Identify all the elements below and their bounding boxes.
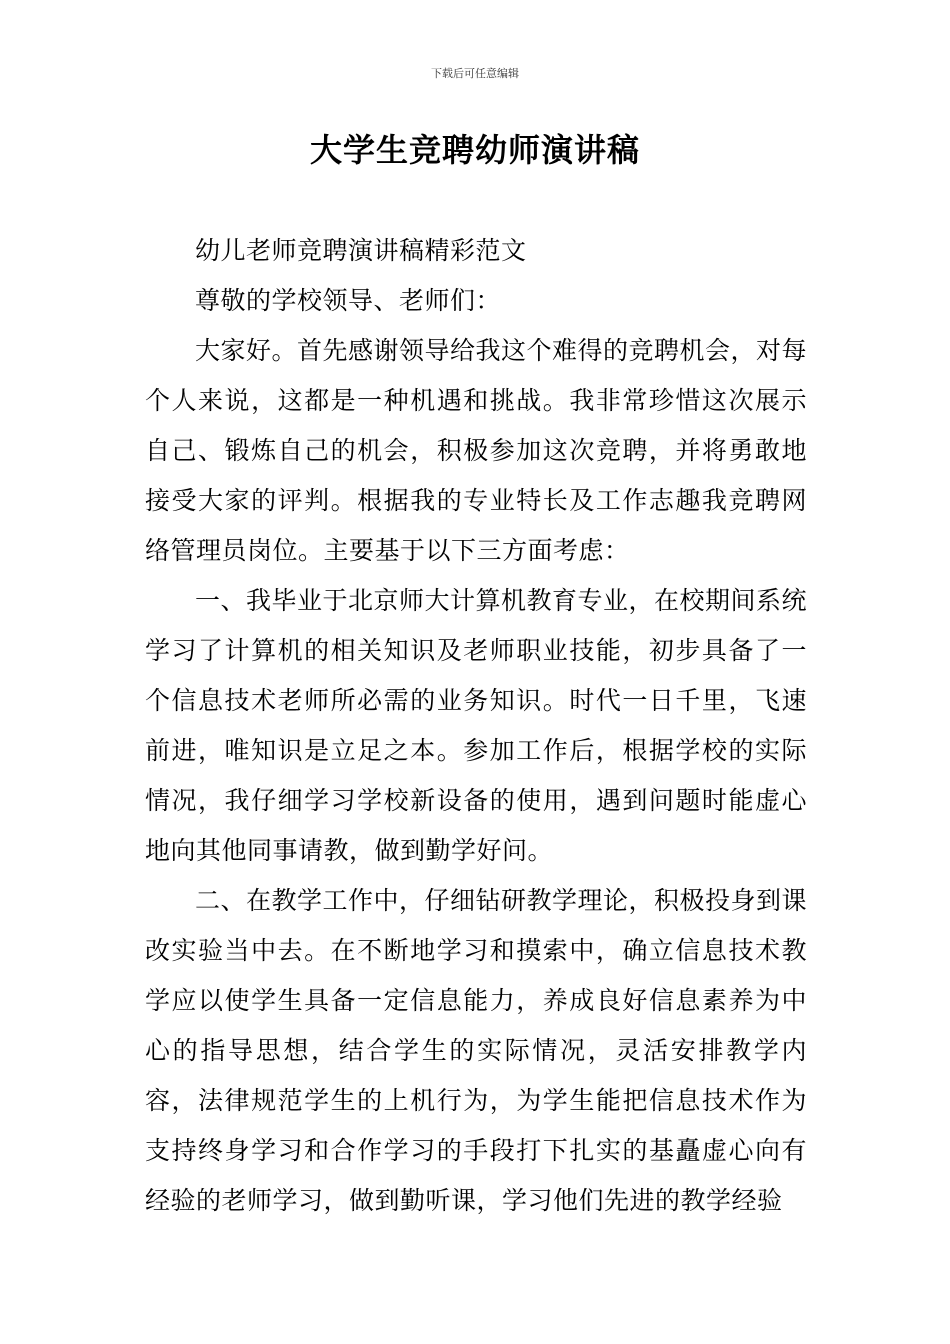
paragraph-subtitle: 幼儿老师竞聘演讲稿精彩范文 xyxy=(195,236,527,265)
document-body xyxy=(145,226,807,1226)
paragraph-point-two: 二、在教学工作中，仔细钻研教学理论，积极投身到课改实验当中去。在不断地学习和摸索中，确立信息技术教学应以使学生具备一定信息能力，养成良好信息素养为中心的指导思想，结合学生的实际情况，灵活安排教学内容，法律规范学生的上机行为，为学生能把信息技术作为支持终身学习和合作学习的手段打下扎实的基矗虚心向有经验的老师学习，做到勤听课，学习他们先进的教学经验 xyxy=(145,886,808,1215)
paragraph-point-one: 一、我毕业于北京师大计算机教育专业，在校期间系统学习了计算机的相关知识及老师职业技能，初步具备了一个信息技术老师所必需的业务知识。时代一日千里，飞速前进，唯知识是立足之本。参加工作后，根据学校的实际情况，我仔细学习学校新设备的使用，遇到问题时能虚心地向其他同事请教，做到勤学好问。 xyxy=(145,586,808,865)
paragraph-salutation: 尊敬的学校领导、老师们： xyxy=(195,286,502,315)
page-header-note: 下载后可任意编辑 xyxy=(431,67,519,80)
paragraph-greeting: 大家好。首先感谢领导给我这个难得的竞聘机会，对每个人来说，这都是一种机遇和挑战。我非常珍惜这次展示自己、锻炼自己的机会，积极参加这次竞聘，并将勇敢地接受大家的评判。根据我的专业特长及工作志趣我竞聘网络管理员岗位。主要基于以下三方面考虑： xyxy=(145,336,808,565)
document-title: 大学生竞聘幼师演讲稿 xyxy=(309,131,640,169)
